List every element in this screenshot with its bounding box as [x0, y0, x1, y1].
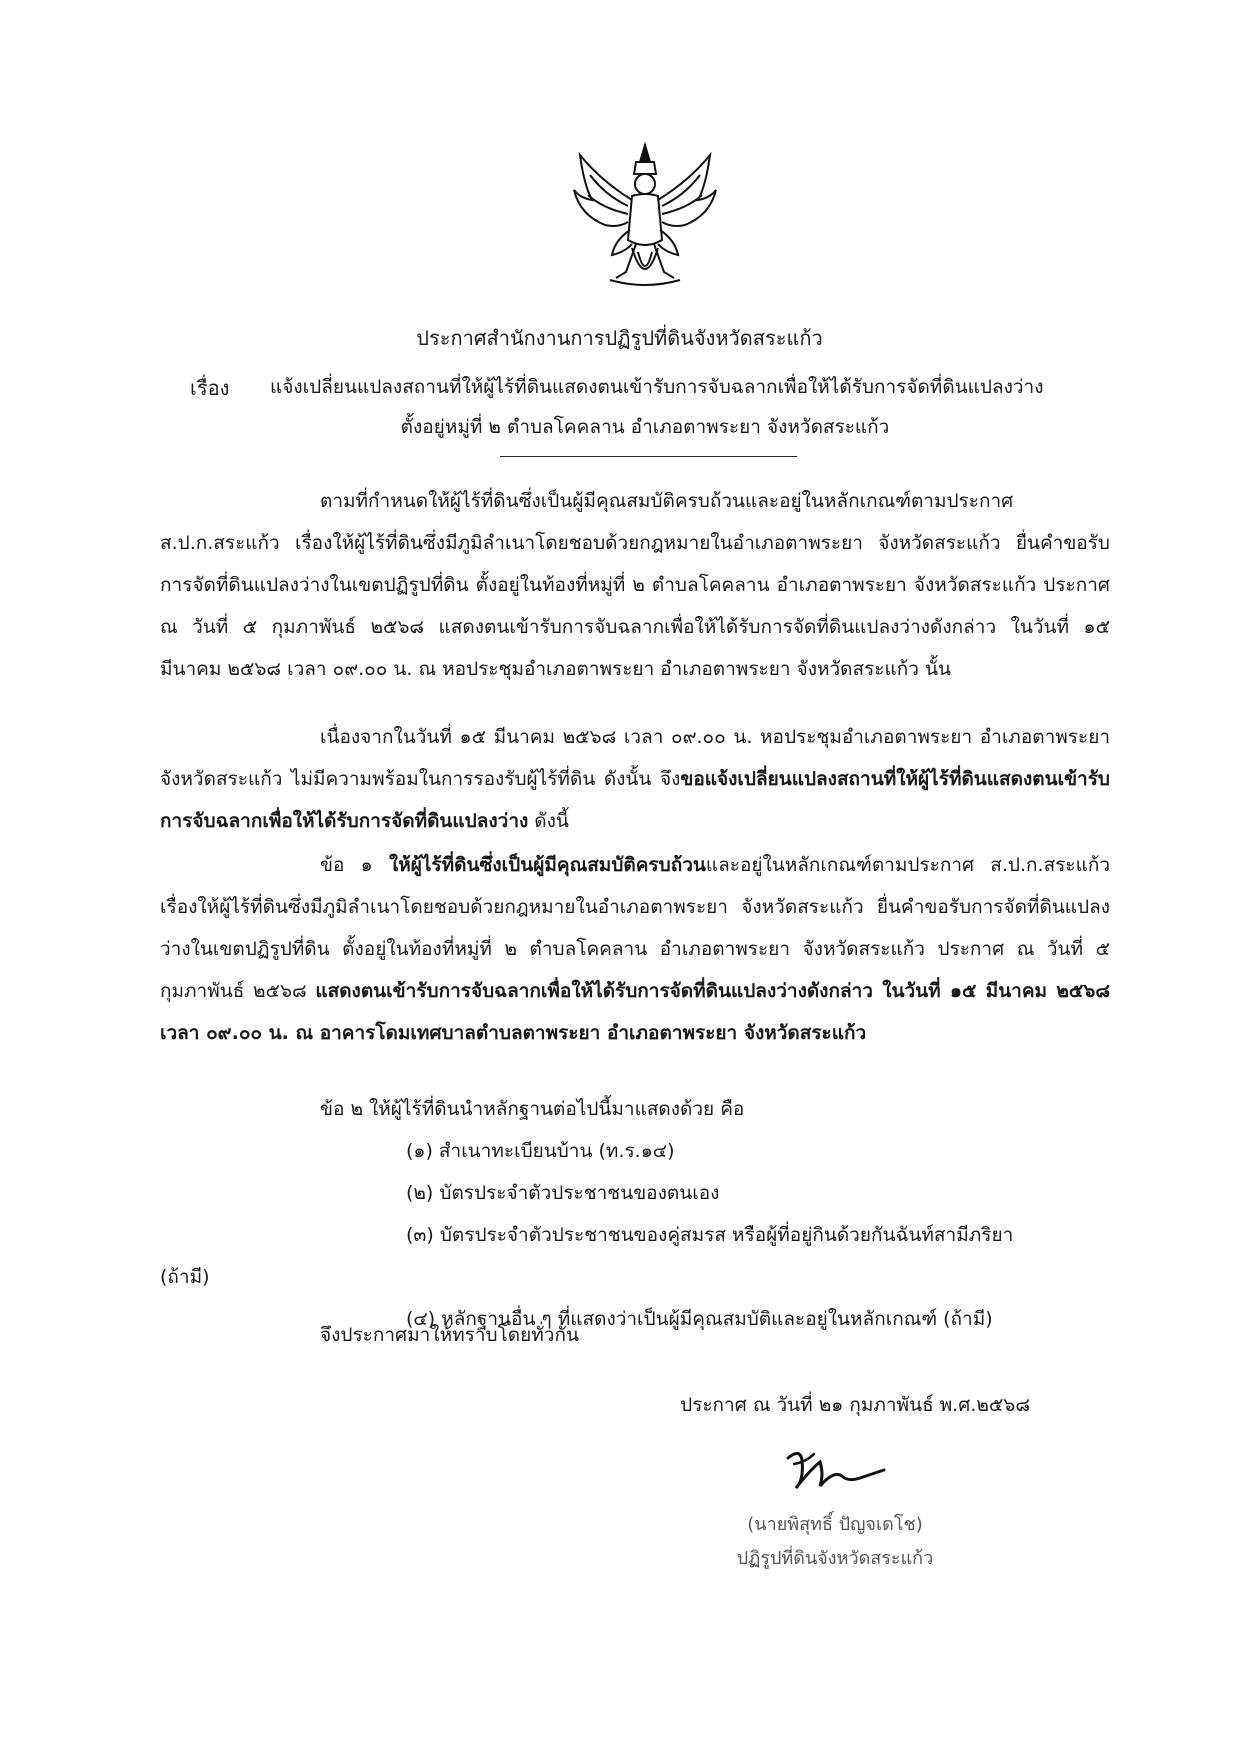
title-divider [500, 456, 797, 457]
clause-1-text: และอยู่ในหลักเกณฑ์ตามประกาศ ส.ป.ก.สระแก้ว เรื่องให้ผู้ไร้ที่ดินซึ่งมีภูมิลำเนาโดยชอบด้วยกฎหมายในอำเภอตาพระยา จังหวัดสระแก้ว ยื่นคำขอรับการจัดที่ดินแปลงว่างในเขตปฏิรูปที่ดิน ตั้งอยู่ในท้องที่หมู่ที่ ๒ ตำบลโคคลาน อำเภอตาพระยา จังหวัดสระแก้ว ประกาศ ณ วันที่ ๕ กุมภาพันธ์ ๒๕๖๘ [160, 854, 1111, 1002]
subject-label: เรื่อง [190, 376, 230, 400]
paragraph-2-end: ดังนี้ [528, 810, 569, 832]
paragraph-2-bold: ขอแจ้งเปลี่ยนแปลงสถานที่ให้ผู้ไร้ที่ดินแสดงตนเข้ารับการจับฉลากเพื่อให้ได้รับการจัดที่ดินแปลงว่าง [160, 768, 1110, 832]
paragraph-1: ตามที่กำหนดให้ผู้ไร้ที่ดินซึ่งเป็นผู้มีคุณสมบัติครบถ้วนและอยู่ในหลักเกณฑ์ตามประกาศ ส.ป.ก.สระแก้ว เรื่องให้ผู้ไร้ที่ดินซึ่งมีภูมิลำเนาโดยชอบด้วยกฎหมายในอำเภอตาพระยา จังหวัดสระแก้ว ยื่นคำขอรับการจัดที่ดินแปลงว่างในเขตปฏิรูปที่ดิน ตั้งอยู่ในท้องที่หมู่ที่ ๒ ตำบลโคคลาน อำเภอตาพระยา จังหวัดสระแก้ว ประกาศ ณ วันที่ ๕ กุมภาพันธ์ ๒๕๖๘ แสดงตนเข้ารับการจับฉลากเพื่อให้ได้รับการจัดที่ดินแปลงว่างดังกล่าว ในวันที่ ๑๕ มีนาคม ๒๕๖๘ เวลา ๐๙.๐๐ น. ณ หอประชุมอำเภอตาพระยา อำเภอตาพระยา จังหวัดสระแก้ว นั้น [160, 490, 1110, 680]
list-item: (๔) หลักฐานอื่น ๆ ที่แสดงว่าเป็นผู้มีคุณสมบัติและอยู่ในหลักเกณฑ์ (ถ้ามี) [406, 1308, 993, 1330]
list-item: (๒) บัตรประจำตัวประชาชนของตนเอง [406, 1182, 720, 1204]
subject-line-2: ตั้งอยู่หมู่ที่ ๒ ตำบลโคคลาน อำเภอตาพระยา จังหวัดสระแก้ว [400, 416, 890, 438]
paragraph-2-text: เนื่องจากในวันที่ ๑๕ มีนาคม ๒๕๖๘ เวลา ๐๙.๐๐ น. หอประชุมอำเภอตาพระยา อำเภอตาพระยา จังหวัดสระแก้ว ไม่มีความพร้อมในการรองรับผู้ไร้ที่ดิน ดังนั้น จึง [160, 726, 1110, 790]
closing-statement: จึงประกาศมาให้ทราบโดยทั่วกัน [320, 1324, 579, 1346]
clause-1-number: ข้อ ๑ [320, 854, 389, 876]
garuda-emblem-icon [570, 140, 720, 300]
clause-1-bold-a: ให้ผู้ไร้ที่ดินซึ่งเป็นผู้มีคุณสมบัติครบถ้วน [388, 854, 706, 876]
signer-title: ปฏิรูปที่ดินจังหวัดสระแก้ว [736, 1548, 934, 1569]
clause-2-intro: ข้อ ๒ ให้ผู้ไร้ที่ดินนำหลักฐานต่อไปนี้มาแสดงด้วย คือ [320, 1098, 745, 1120]
signer-block [720, 1508, 950, 1576]
paragraph-3 [160, 844, 1110, 1054]
signer-name: (นายพิสุทธิ์ ปัญจเดโช) [747, 1514, 923, 1535]
announcement-title: ประกาศสำนักงานการปฏิรูปที่ดินจังหวัดสระแก้ว [416, 326, 823, 350]
list-item-continuation: (ถ้ามี) [160, 1266, 210, 1288]
evidence-list [160, 1088, 1110, 1340]
list-item: (๓) บัตรประจำตัวประชาชนของคู่สมรส หรือผู้ที่อยู่กินด้วยกันฉันท์สามีภริยา [406, 1224, 1014, 1246]
handwritten-signature-icon [780, 1440, 900, 1500]
paragraph-2 [160, 716, 1110, 842]
announcement-date: ประกาศ ณ วันที่ ๒๑ กุมภาพันธ์ พ.ศ.๒๕๖๘ [680, 1394, 1030, 1416]
list-item: (๑) สำเนาทะเบียนบ้าน (ท.ร.๑๔) [406, 1140, 675, 1162]
clause-1-bold-b: แสดงตนเข้ารับการจับฉลากเพื่อให้ได้รับการจัดที่ดินแปลงว่างดังกล่าว ในวันที่ ๑๕ มีนาคม ๒๕๖๘ เวลา ๐๙.๐๐ น. ณ อาคารโดมเทศบาลตำบลตาพระยา อำเภอตาพระยา จังหวัดสระแก้ว [160, 980, 1110, 1044]
subject-line-1: แจ้งเปลี่ยนแปลงสถานที่ให้ผู้ไร้ที่ดินแสดงตนเข้ารับการจับฉลากเพื่อให้ได้รับการจัดที่ดินแปลงว่าง [270, 376, 1044, 398]
